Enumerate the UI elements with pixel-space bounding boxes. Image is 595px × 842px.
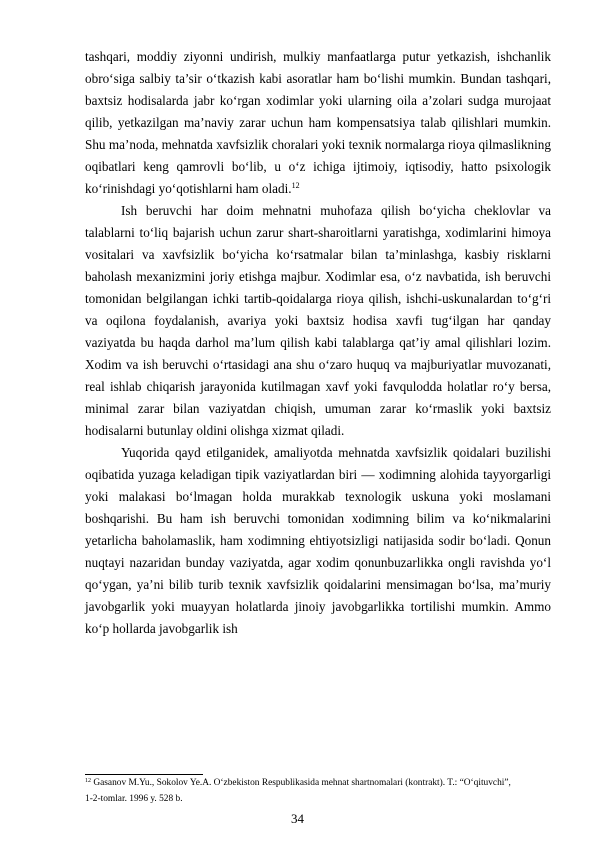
footnote-separator	[85, 774, 203, 775]
paragraph-2	[85, 200, 551, 442]
footnote-line-1: Gasanov M.Yu., Sokolov Ye.A. O‘zbekiston Respublikasida mehnat shartnomalari (kontrakt). T.: “O‘qituvchi”,	[93, 778, 511, 788]
paragraph-3	[85, 442, 551, 640]
paragraph-1	[85, 46, 551, 200]
footnote-line-2: 1-2-tomlar. 1996 y. 528 b.	[85, 793, 183, 804]
page-body	[85, 46, 551, 640]
paragraph-1-text: tashqari, moddiy ziyonni undirish, mulkiy manfaatlarga putur yetkazish, ishchanlik obro‘siga salbiy ta’sir o‘tkazish kabi asoratlar ham bo‘lishi mumkin. Bundan tashqari, baxtsiz hodisalarda jabr ko‘rgan xodimlar yoki ularning oila a’zolari sudga murojaat qilib, yetkazilgan ma’naviy zarar uchun ham kompensatsiya talab qilishlari mumkin. Shu ma’noda, mehnatda xavfsizlik choralari yoki texnik normalarga rioya qilmaslikning oqibatlari keng qamrovli bo‘lib, u o‘z ichiga ijtimoiy, iqtisodiy, hatto psixologik ko‘rinishdagi yo‘qotishlarni ham oladi.	[85, 49, 551, 196]
page-number: 34	[291, 811, 304, 826]
footnote-reference[interactable]: 12	[291, 181, 300, 190]
footnote-number: 12	[85, 778, 91, 784]
paragraph-3-text: Yuqorida qayd etilganidek, amaliyotda mehnatda xavfsizlik qoidalari buzilishi oqibatida yuzaga keladigan tipik vaziyatlardan biri — xodimning alohida tayyorgarligi yoki malakasi bo‘lmagan holda murakkab texnologik uskuna yoki moslamani boshqarishi. Bu ham ish beruvchi tomonidan xodimning bilim va ko‘nikmalarini yetarlicha baholamaslik, ham xodimning ehtiyotsizligi natijasida sodir bo‘ladi. Qonun nuqtayi nazaridan bunday vaziyatda, agar xodim qonunbuzarlikka ongli ravishda yo‘l qo‘ygan, ya’ni bilib turib texnik xavfsizlik qoidalarini mensimagan bo‘lsa, ma’muriy javobgarlik yoki muayyan holatlarda jinoiy javobgarlikka tortilishi mumkin. Ammo ko‘p hollarda javobgarlik ish	[85, 445, 551, 636]
footnote	[85, 776, 551, 807]
paragraph-2-text: Ish beruvchi har doim mehnatni muhofaza qilish bo‘yicha cheklovlar va talablarni to‘liq bajarish uchun zarur shart-sharoitlarni yaratishga, xodimlarini himoya vositalari va xavfsizlik bo‘yicha ko‘rsatmalar bilan ta’minlashga, kasbiy risklarni baholash mexanizmini joriy etishga majbur. Xodimlar esa, o‘z navbatida, ish beruvchi tomonidan belgilangan ichki tartib-qoidalarga rioya qilish, ishchi-uskunalardan to‘g‘ri va oqilona foydalanish, avariya yoki baxtsiz hodisa xavfi tug‘ilgan har qanday vaziyatda bu haqda darhol ma’lum qilish kabi talablarga qat’iy amal qilishlari lozim. Xodim va ish beruvchi o‘rtasidagi ana shu o‘zaro huquq va majburiyatlar muvozanati, real ishlab chiqarish jarayonida kutilmagan xavf yoki favqulodda holatlar ro‘y bersa, minimal zarar bilan vaziyatdan chiqish, umuman zarar ko‘rmaslik yoki baxtsiz hodisalarni butunlay oldini olishga xizmat qiladi.	[85, 203, 551, 438]
